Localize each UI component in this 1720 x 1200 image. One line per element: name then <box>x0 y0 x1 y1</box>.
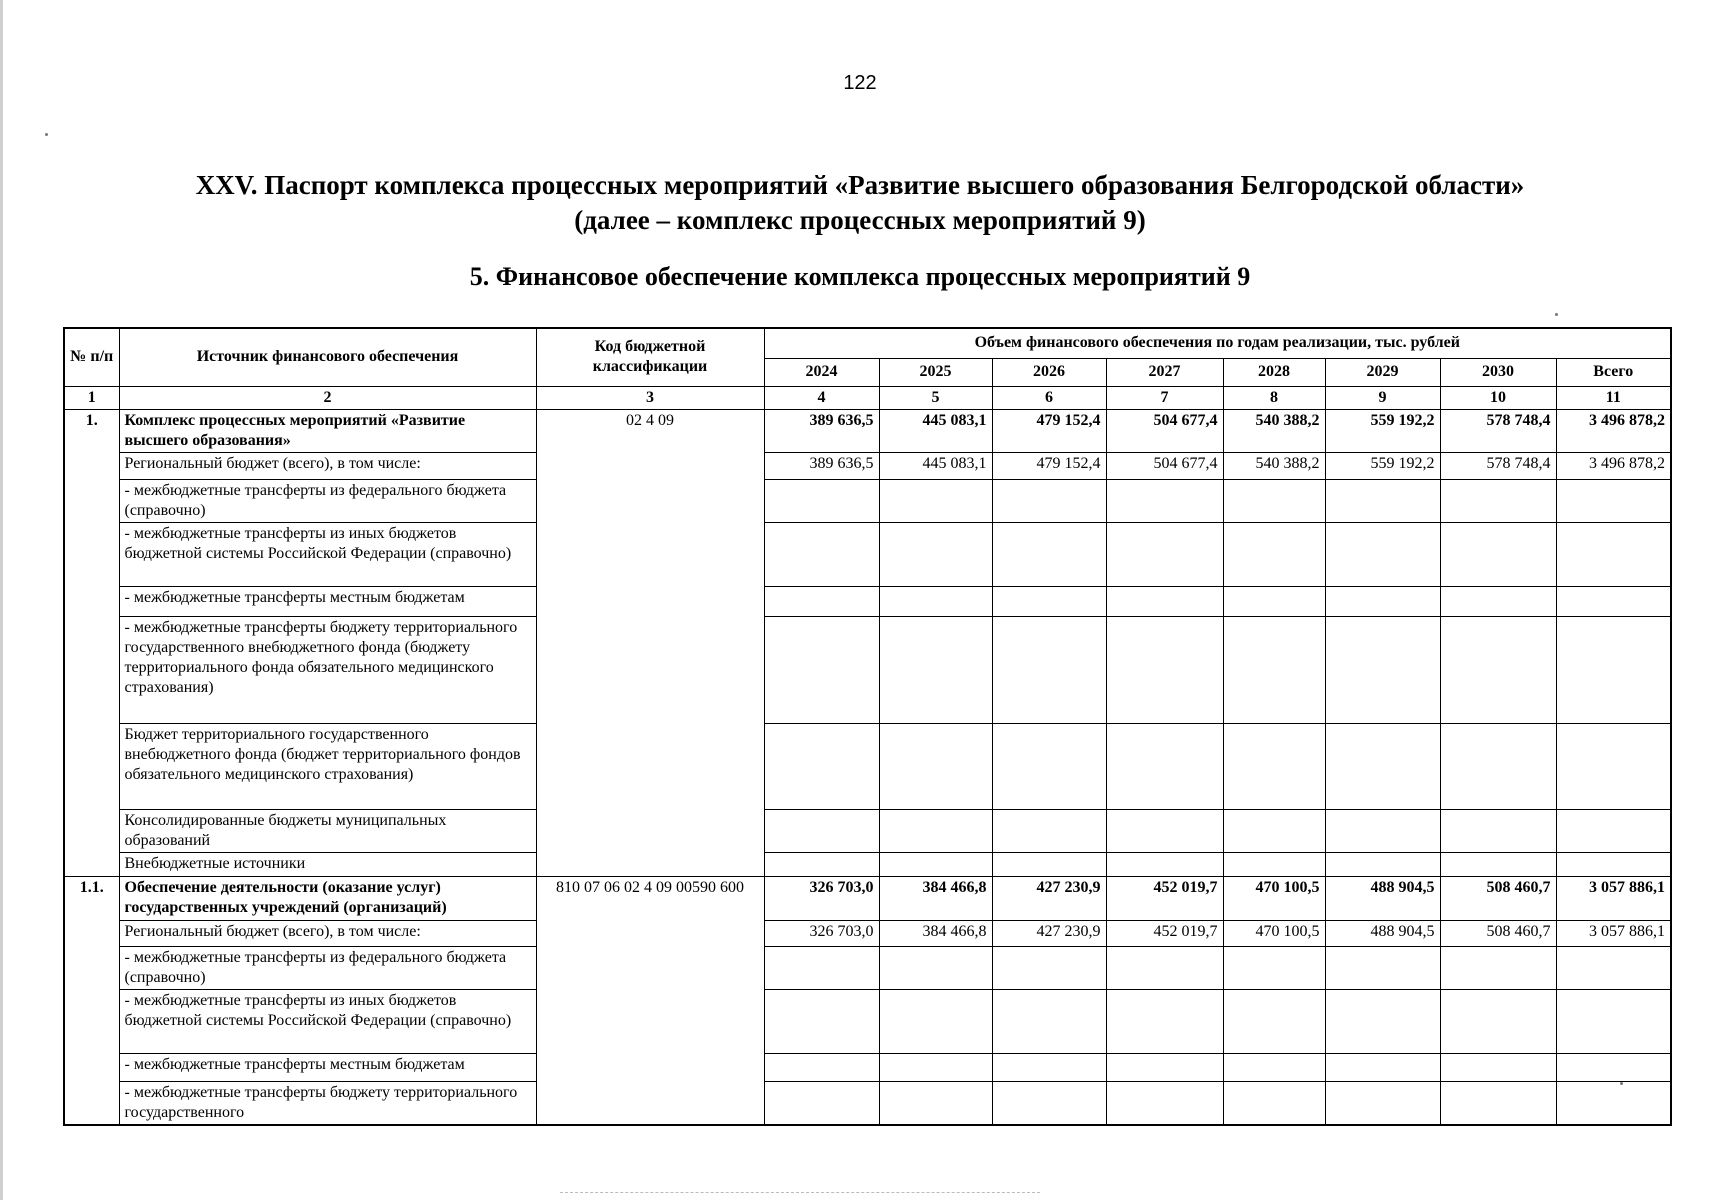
header-year: 2029 <box>1325 358 1440 386</box>
value-cell <box>879 723 992 809</box>
value-cell <box>879 616 992 723</box>
header-source: Источник финансового обеспечения <box>119 328 536 386</box>
value-cell <box>1556 809 1671 852</box>
value-cell <box>1556 616 1671 723</box>
value-cell <box>1556 479 1671 522</box>
table-row <box>64 452 1671 479</box>
value-cell: 508 460,7 <box>1440 876 1556 920</box>
value-cell <box>1325 723 1440 809</box>
col-number: 1 <box>64 386 119 409</box>
scan-artifact <box>560 1192 1040 1196</box>
value-cell <box>1223 1053 1325 1081</box>
value-cell <box>879 989 992 1053</box>
table-row <box>64 522 1671 586</box>
value-cell <box>1556 989 1671 1053</box>
row-label: - межбюджетные трансферты из иных бюджетов бюджетной системы Российской Федерации (справочно) <box>119 989 536 1053</box>
table-row <box>64 1081 1671 1125</box>
value-cell <box>1325 479 1440 522</box>
header-volume: Объем финансового обеспечения по годам реализации, тыс. рублей <box>764 328 1671 358</box>
value-cell <box>764 809 879 852</box>
table-row <box>64 479 1671 522</box>
value-cell <box>1556 1081 1671 1125</box>
row-label: Региональный бюджет (всего), в том числе: <box>119 920 536 946</box>
scan-speck <box>1555 313 1558 316</box>
table-row <box>64 852 1671 876</box>
value-cell <box>1440 586 1556 616</box>
row-label: - межбюджетные трансферты бюджету территориального государственного внебюджетного фонда (бюджету территориального фонда обязательного медицинского страхования) <box>119 616 536 723</box>
value-cell <box>1106 946 1223 989</box>
value-cell <box>1440 946 1556 989</box>
header-year: 2030 <box>1440 358 1556 386</box>
value-cell <box>764 946 879 989</box>
row-label: - межбюджетные трансферты из федерального бюджета (справочно) <box>119 946 536 989</box>
value-cell: 479 152,4 <box>992 409 1106 452</box>
value-cell: 479 152,4 <box>992 452 1106 479</box>
value-cell <box>764 522 879 586</box>
row-number: 1.1. <box>64 876 119 1125</box>
header-year: 2026 <box>992 358 1106 386</box>
value-cell <box>1106 989 1223 1053</box>
value-cell <box>1223 1081 1325 1125</box>
value-cell <box>1440 852 1556 876</box>
value-cell <box>879 586 992 616</box>
value-cell <box>1223 616 1325 723</box>
value-cell <box>1106 1081 1223 1125</box>
value-cell: 488 904,5 <box>1325 920 1440 946</box>
value-cell <box>1440 522 1556 586</box>
value-cell: 504 677,4 <box>1106 409 1223 452</box>
value-cell: 389 636,5 <box>764 452 879 479</box>
value-cell: 427 230,9 <box>992 876 1106 920</box>
value-cell <box>1556 723 1671 809</box>
header-code: Код бюджетной классификации <box>536 328 764 386</box>
value-cell <box>879 1053 992 1081</box>
header-year: 2024 <box>764 358 879 386</box>
value-cell: 452 019,7 <box>1106 876 1223 920</box>
value-cell <box>764 1081 879 1125</box>
budget-code: 02 4 09 <box>536 409 764 876</box>
row-label: Обеспечение деятельности (оказание услуг) государственных учреждений (организаций) <box>119 876 536 920</box>
table-row <box>64 409 1671 452</box>
header-no: № п/п <box>64 328 119 386</box>
value-cell <box>1325 989 1440 1053</box>
row-label: - межбюджетные трансферты местным бюджетам <box>119 586 536 616</box>
value-cell <box>1106 616 1223 723</box>
value-cell <box>764 852 879 876</box>
value-cell <box>1325 852 1440 876</box>
value-cell <box>1325 1081 1440 1125</box>
value-cell <box>1223 809 1325 852</box>
value-cell <box>1440 1053 1556 1081</box>
value-cell <box>992 586 1106 616</box>
value-cell <box>992 522 1106 586</box>
value-cell: 578 748,4 <box>1440 409 1556 452</box>
value-cell <box>879 946 992 989</box>
value-cell <box>1325 522 1440 586</box>
column-numbers-row <box>64 386 1671 409</box>
value-cell <box>992 1081 1106 1125</box>
value-cell <box>992 723 1106 809</box>
header-total: Всего <box>1556 358 1671 386</box>
table-row <box>64 723 1671 809</box>
value-cell <box>1106 1053 1223 1081</box>
value-cell <box>992 989 1106 1053</box>
col-number: 7 <box>1106 386 1223 409</box>
value-cell: 559 192,2 <box>1325 409 1440 452</box>
col-number: 11 <box>1556 386 1671 409</box>
value-cell: 470 100,5 <box>1223 920 1325 946</box>
title-line-2: (далее – комплекс процессных мероприятий 9) <box>574 205 1146 235</box>
table-row <box>64 989 1671 1053</box>
value-cell <box>879 852 992 876</box>
value-cell <box>992 1053 1106 1081</box>
value-cell <box>1223 522 1325 586</box>
value-cell: 488 904,5 <box>1325 876 1440 920</box>
value-cell <box>1325 586 1440 616</box>
value-cell <box>1223 946 1325 989</box>
value-cell <box>879 809 992 852</box>
row-label: Бюджет территориального государственного внебюджетного фонда (бюджет территориального фондов обязательного медицинского страхования) <box>119 723 536 809</box>
value-cell <box>1106 852 1223 876</box>
col-number: 8 <box>1223 386 1325 409</box>
value-cell <box>1325 946 1440 989</box>
value-cell: 326 703,0 <box>764 920 879 946</box>
value-cell <box>1106 723 1223 809</box>
value-cell <box>1440 479 1556 522</box>
value-cell <box>992 479 1106 522</box>
row-label: Региональный бюджет (всего), в том числе: <box>119 452 536 479</box>
section-title: 5. Финансовое обеспечение комплекса процессных мероприятий 9 <box>469 262 1251 291</box>
value-cell: 3 496 878,2 <box>1556 452 1671 479</box>
value-cell: 540 388,2 <box>1223 452 1325 479</box>
value-cell <box>1325 1053 1440 1081</box>
value-cell: 445 083,1 <box>879 409 992 452</box>
value-cell <box>1223 479 1325 522</box>
budget-code: 810 07 06 02 4 09 00590 600 <box>536 876 764 1125</box>
value-cell <box>879 522 992 586</box>
value-cell: 578 748,4 <box>1440 452 1556 479</box>
header-year: 2025 <box>879 358 992 386</box>
value-cell <box>1556 1053 1671 1081</box>
table-row <box>64 876 1671 920</box>
value-cell <box>764 479 879 522</box>
value-cell <box>764 586 879 616</box>
value-cell <box>1440 1081 1556 1125</box>
value-cell <box>1440 616 1556 723</box>
value-cell <box>1223 586 1325 616</box>
value-cell <box>1556 852 1671 876</box>
col-number: 5 <box>879 386 992 409</box>
value-cell: 504 677,4 <box>1106 452 1223 479</box>
row-label: Консолидированные бюджеты муниципальных образований <box>119 809 536 852</box>
value-cell: 326 703,0 <box>764 876 879 920</box>
value-cell: 540 388,2 <box>1223 409 1325 452</box>
value-cell <box>879 1081 992 1125</box>
value-cell <box>1106 586 1223 616</box>
value-cell <box>1325 616 1440 723</box>
header-year: 2028 <box>1223 358 1325 386</box>
col-number: 4 <box>764 386 879 409</box>
value-cell <box>764 616 879 723</box>
value-cell <box>1440 989 1556 1053</box>
value-cell <box>1106 522 1223 586</box>
value-cell <box>992 852 1106 876</box>
value-cell: 559 192,2 <box>1325 452 1440 479</box>
col-number: 9 <box>1325 386 1440 409</box>
financing-table <box>63 327 1672 1126</box>
value-cell <box>1223 852 1325 876</box>
value-cell: 445 083,1 <box>879 452 992 479</box>
page-number: 122 <box>843 72 877 94</box>
value-cell: 3 496 878,2 <box>1556 409 1671 452</box>
row-label: - межбюджетные трансферты из федерального бюджета (справочно) <box>119 479 536 522</box>
row-number: 1. <box>64 409 119 876</box>
title-line-1: XXV. Паспорт комплекса процессных мероприятий «Развитие высшего образования Белгородской области» <box>195 170 1525 200</box>
col-number: 2 <box>119 386 536 409</box>
value-cell: 470 100,5 <box>1223 876 1325 920</box>
value-cell: 384 466,8 <box>879 920 992 946</box>
value-cell <box>992 616 1106 723</box>
col-number: 10 <box>1440 386 1556 409</box>
value-cell <box>1440 809 1556 852</box>
value-cell <box>764 723 879 809</box>
row-label: - межбюджетные трансферты из иных бюджетов бюджетной системы Российской Федерации (справочно) <box>119 522 536 586</box>
value-cell <box>1106 809 1223 852</box>
table-row <box>64 1053 1671 1081</box>
value-cell <box>1325 809 1440 852</box>
row-label: Комплекс процессных мероприятий «Развитие высшего образования» <box>119 409 536 452</box>
value-cell <box>1440 723 1556 809</box>
row-label: - межбюджетные трансферты бюджету территориального государственного <box>119 1081 536 1125</box>
value-cell: 389 636,5 <box>764 409 879 452</box>
table-row <box>64 946 1671 989</box>
table-row <box>64 920 1671 946</box>
table-row <box>64 586 1671 616</box>
value-cell <box>1223 723 1325 809</box>
value-cell: 508 460,7 <box>1440 920 1556 946</box>
value-cell <box>764 1053 879 1081</box>
value-cell <box>1556 946 1671 989</box>
value-cell: 3 057 886,1 <box>1556 920 1671 946</box>
value-cell: 384 466,8 <box>879 876 992 920</box>
table-row <box>64 616 1671 723</box>
value-cell <box>879 479 992 522</box>
value-cell <box>1106 479 1223 522</box>
value-cell <box>764 989 879 1053</box>
header-year: 2027 <box>1106 358 1223 386</box>
scan-speck <box>45 133 48 136</box>
document-title <box>0 168 1720 238</box>
value-cell: 452 019,7 <box>1106 920 1223 946</box>
row-label: Внебюджетные источники <box>119 852 536 876</box>
value-cell <box>1223 989 1325 1053</box>
value-cell <box>1556 522 1671 586</box>
value-cell <box>992 809 1106 852</box>
table-row <box>64 809 1671 852</box>
value-cell <box>992 946 1106 989</box>
row-label: - межбюджетные трансферты местным бюджетам <box>119 1053 536 1081</box>
value-cell: 3 057 886,1 <box>1556 876 1671 920</box>
value-cell: 427 230,9 <box>992 920 1106 946</box>
col-number: 6 <box>992 386 1106 409</box>
value-cell <box>1556 586 1671 616</box>
col-number: 3 <box>536 386 764 409</box>
